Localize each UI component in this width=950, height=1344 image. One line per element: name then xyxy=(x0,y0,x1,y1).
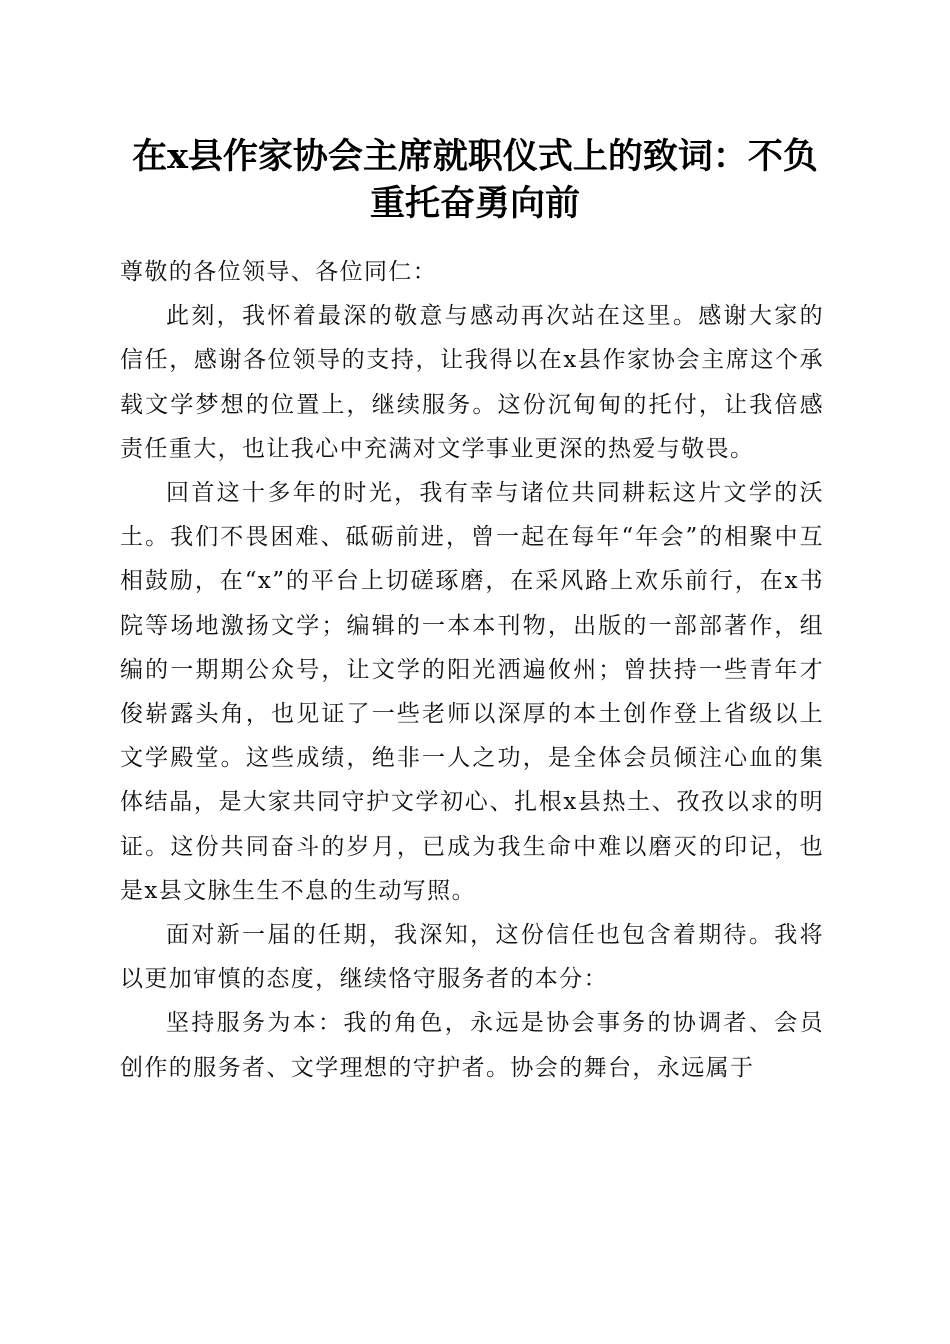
paragraph-gratitude: 此刻，我怀着最深的敬意与感动再次站在这里。感谢大家的信任，感谢各位领导的支持，让我得以在x县作家协会主席这个承载文学梦想的位置上，继续服务。这份沉甸甸的托付，让我倍感责任重大，也让我心中充满对文学事业更深的热爱与敬畏。 xyxy=(120,303,824,462)
document-title xyxy=(100,133,850,227)
paragraph-service-principle: 坚持服务为本：我的角色，永远是协会事务的协调者、会员创作的服务者、文学理想的守护者。协会的舞台，永远属于 xyxy=(120,1010,824,1081)
paragraph-new-term: 面对新一届的任期，我深知，这份信任也包含着期待。我将以更加审慎的态度，继续恪守服务者的本分： xyxy=(120,922,824,993)
salutation: 尊敬的各位领导、各位同仁： xyxy=(120,259,438,285)
paragraph-retrospect: 回首这十多年的时光，我有幸与诸位共同耕耘这片文学的沃土。我们不畏困难、砥砺前进，曾一起在每年“年会”的相聚中互相鼓励，在“x”的平台上切磋琢磨，在采风路上欢乐前行，在x书院等场地激扬文学；编辑的一本本刊物，出版的一部部著作，组编的一期期公众号，让文学的阳光洒遍攸州；曾扶持一些青年才俊崭露头角，也见证了一些老师以深厚的本土创作登上省级以上文学殿堂。这些成绩，绝非一人之功，是全体会员倾注心血的集体结晶，是大家共同守护文学初心、扎根x县热土、孜孜以求的明证。这份共同奋斗的岁月，已成为我生命中难以磨灭的印记，也是x县文脉生生不息的生动写照。 xyxy=(120,480,824,904)
document-body xyxy=(120,250,824,1090)
title-line-2: 重托奋勇向前 xyxy=(369,183,580,224)
title-line-1: 在x县作家协会主席就职仪式上的致词：不负 xyxy=(132,136,818,177)
